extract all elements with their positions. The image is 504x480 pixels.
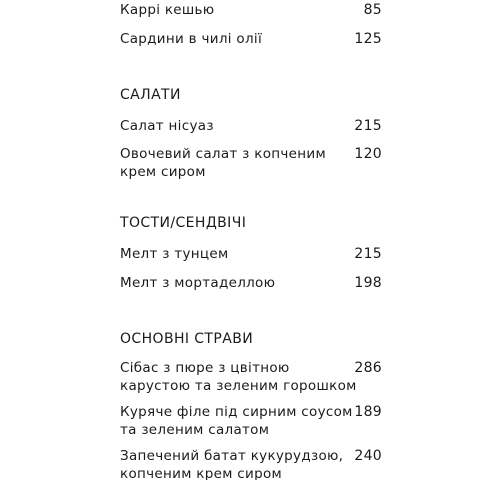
menu-item-price: 189 [354,404,382,420]
menu-item-name: Мелт з мортаделлою [120,275,276,291]
section-title-toasts: ТОСТИ/СЕНДВІЧІ [120,215,247,231]
menu-item-price: 215 [354,118,382,134]
menu-item-name [120,359,357,395]
menu-item-name [120,447,343,480]
menu-item-price: 85 [363,2,382,18]
menu-item-name [120,145,326,181]
menu-item-price: 120 [354,146,382,162]
menu-item-name-line1: Овочевий салат з копченим [120,146,326,162]
menu-item-name-line2: та зеленим салатом [120,422,270,438]
section-title-mains: ОСНОВНІ СТРАВИ [120,331,254,347]
menu-item-name: Сардини в чилі олії [120,31,263,47]
menu-item-price: 198 [354,275,382,291]
menu-item-name-line1: Запечений батат кукурудзою, [120,448,344,464]
menu-item-price: 240 [354,448,382,464]
menu-item-name-line1: Сібас з пюре з цвітною [120,360,290,376]
menu-item-name: Мелт з тунцем [120,246,229,262]
menu-item-price: 286 [354,360,382,376]
menu-item-price: 125 [354,31,382,47]
menu-item-name-line1: Куряче філе під сирним соусом [120,404,353,420]
menu-item-price: 215 [354,246,382,262]
menu-item-name-line2: копченим крем сиром [120,466,283,480]
menu-item-name [120,403,353,439]
menu-item-name: Каррі кешью [120,2,215,18]
menu-item-name-line2: карустою та зеленим горошком [120,378,357,394]
menu-item-name-line2: крем сиром [120,164,206,180]
menu-item-name: Салат нісуаз [120,118,214,134]
section-title-salads: САЛАТИ [120,87,181,103]
